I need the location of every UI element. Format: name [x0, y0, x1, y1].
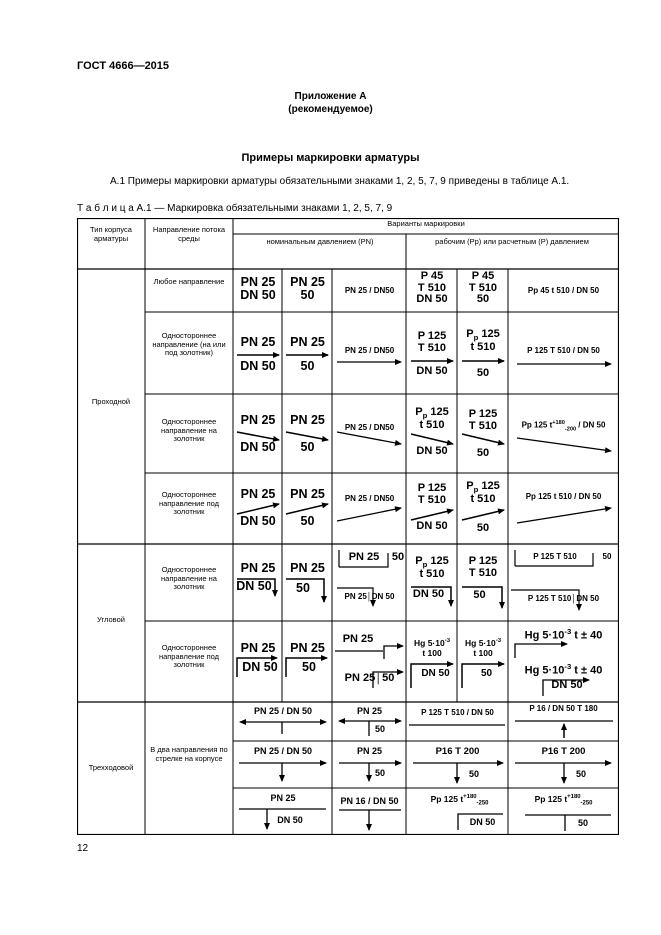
mark-r3-c3: PN 25 / DN50	[344, 423, 395, 432]
page-number: 12	[77, 843, 89, 854]
mark-r2-c3: PN 25 / DN50	[344, 346, 395, 355]
mark-r6-c6-dn: DN 50	[551, 680, 583, 691]
mark-r9-c1-top: PN 25	[270, 793, 296, 803]
mark-r2-c4-top: P 125 T 510	[417, 331, 447, 354]
flow-arrow	[517, 438, 611, 451]
mark-r9-c1-bot: DN 50	[277, 815, 303, 825]
standard-header: ГОСТ 4666—2015	[77, 60, 170, 72]
direction-one-way-on: Одностороннее направление на золотник	[161, 418, 217, 444]
mark-r5-c4-bot: DN 50	[412, 589, 445, 600]
mark-r4-c1-top: PN 25	[240, 488, 276, 501]
mark-r2-c1-bot: DN 50	[240, 360, 276, 373]
mark-r3-c6: Pp 125 $t^{+180}_{-200}$ / DN 50	[521, 420, 606, 433]
mark-r4-c3: PN 25 / DN50	[344, 494, 395, 503]
mark-r4-c4-top: P 125 T 510	[417, 483, 447, 506]
mark-r2-c2-bot: 50	[300, 360, 315, 373]
mark-r4-c6: Pp 125 t 510 / DN 50	[525, 492, 602, 501]
mark-r9-c4-bot: 50	[577, 818, 588, 828]
flow-arrow	[286, 432, 328, 440]
mark-r1-c1: PN 25 DN 50	[240, 276, 276, 303]
mark-r2-c2-top: PN 25	[290, 336, 325, 349]
mark-r3-c4-top: $P_p$ 125 t 510	[415, 407, 449, 432]
mark-r5-c3-top-b: 50	[391, 552, 405, 563]
direction-three-way: В два направления по стрелке на корпусе	[150, 746, 228, 763]
mark-r5-c2-top: PN 25	[290, 562, 325, 575]
mark-r5-c6-bot: P 125 T 510│DN 50	[527, 594, 600, 603]
header-nominal: номинальным давлением (PN)	[266, 238, 374, 246]
mark-r8-c2-bot: 50	[374, 768, 385, 778]
mark-r9-c3-top: Pp 125 $t^{+180}_{-250}$	[430, 794, 489, 807]
intro-paragraph: А.1 Примеры маркировки арматуры обязательными знаками 1, 2, 5, 7, 9 приведены в таблице А.1.	[110, 176, 570, 187]
appendix-note: (рекомендуемое)	[288, 104, 373, 115]
mark-r8-c1: PN 25 / DN 50	[253, 746, 313, 756]
mark-r9-c2-top: PN 16 / DN 50	[340, 796, 399, 806]
mark-r3-c4-bot: DN 50	[416, 446, 448, 457]
mark-r5-c1-top: PN 25	[240, 562, 276, 575]
mark-r9-c4-top: Pp 125 $t^{+180}_{-250}$	[534, 794, 593, 807]
mark-r7-c3: P 125 T 510 / DN 50	[421, 708, 494, 717]
mark-r2-c5-bot: 50	[476, 368, 490, 379]
mark-r6-c3-bot: PN 25│50	[344, 673, 395, 684]
mark-r5-c6-top-b: 50	[602, 552, 612, 561]
mark-r5-c3-top-a: PN 25	[348, 552, 380, 563]
mark-r8-c4-top: P16 T 200	[541, 746, 586, 757]
mark-r2-c5-top: $P_p$ 125 t 510	[466, 329, 500, 354]
mark-r5-c3-bot: PN 25│DN 50	[344, 592, 395, 601]
flow-arrow	[515, 644, 567, 658]
mark-r8-c3-top: P16 T 200	[435, 746, 480, 757]
direction-angle-under: Одностороннее направление под золотник	[158, 644, 220, 670]
flow-arrow	[237, 432, 279, 440]
body-type-three-way: Трехходовой	[88, 764, 134, 772]
mark-r8-c2-top: PN 25	[356, 746, 382, 756]
mark-r4-c2-top: PN 25	[290, 488, 325, 501]
mark-r3-c2-bot: 50	[300, 441, 315, 454]
marking-table	[77, 218, 619, 835]
mark-r5-c6-top-a: P 125 T 510	[533, 552, 577, 561]
mark-r7-c2-bot: 50	[374, 724, 385, 734]
mark-r3-c2-top: PN 25	[290, 414, 325, 427]
mark-r5-c2-bot: 50	[296, 582, 310, 595]
mark-r6-c1-bot: DN 50	[242, 661, 278, 674]
mark-r6-c6-top: Hg $5\cdot 10^{-3}$ t ± 40	[524, 628, 603, 642]
mark-r5-c4-top: $P_p$ 125 t 510	[415, 556, 449, 581]
mark-r3-c1-bot: DN 50	[240, 441, 276, 454]
header-flow-direction: Направление потока среды	[152, 225, 226, 243]
mark-r6-c6-bot: Hg $5\cdot 10^{-3}$ t ± 40	[524, 663, 603, 677]
mark-r3-c1-top: PN 25	[240, 414, 276, 427]
mark-r4-c2-bot: 50	[300, 515, 315, 528]
mark-r7-c2-top: PN 25	[356, 706, 382, 716]
section-title: Примеры маркировки арматуры	[241, 152, 420, 164]
mark-r8-c3-bot: 50	[468, 769, 479, 779]
mark-r9-c3-bot: DN 50	[469, 817, 496, 827]
mark-r1-c4: P 45 T 510 DN 50	[416, 271, 448, 306]
mark-r5-c1-bot: DN 50	[236, 580, 272, 593]
mark-r3-c5-top: P 125 T 510	[468, 409, 498, 432]
mark-r2-c4-bot: DN 50	[416, 366, 448, 377]
header-body-type: Тип корпуса арматуры	[90, 225, 132, 243]
mark-r6-c2-top: PN 25	[290, 642, 325, 655]
mark-r8-c4-bot: 50	[575, 769, 586, 779]
header-variants: Варианты маркировки	[387, 220, 465, 228]
mark-r2-c1-top: PN 25	[240, 336, 276, 349]
body-type-straight: Проходной	[91, 398, 131, 406]
mark-r5-c5-bot: 50	[473, 590, 486, 601]
mark-r2-c6: P 125 T 510 / DN 50	[527, 346, 600, 355]
mark-r4-c5-bot: 50	[476, 523, 490, 534]
flow-arrow	[337, 508, 401, 521]
flow-arrow	[286, 504, 328, 514]
mark-r6-c2-bot: 50	[302, 661, 316, 674]
flow-arrow	[237, 504, 279, 514]
mark-r3-c5-bot: 50	[476, 448, 490, 459]
mark-r4-c4-bot: DN 50	[416, 521, 448, 532]
mark-r1-c3: PN 25 / DN50	[344, 286, 395, 295]
mark-r5-c5-top: P 125 T 510	[468, 556, 498, 579]
direction-angle-on: Одностороннее направление на золотник	[161, 566, 217, 592]
mark-r6-c4-bot: DN 50	[421, 669, 450, 679]
mark-r4-c1-bot: DN 50	[240, 515, 276, 528]
direction-any: Любое направление	[153, 278, 225, 286]
table-caption: Т а б л и ц а А.1 — Маркировка обязательными знаками 1, 2, 5, 7, 9	[77, 203, 393, 214]
body-type-angle: Угловой	[97, 616, 125, 624]
flow-arrow	[517, 508, 611, 523]
mark-r1-c6: Pp 45 t 510 / DN 50	[527, 286, 600, 295]
direction-one-way: Одностороннее направление (на или под золотник)	[152, 332, 226, 358]
flow-arrow	[384, 646, 403, 659]
header-working: рабочим (Pр) или расчетным (P) давлением	[435, 238, 589, 246]
appendix-title: Приложение А	[294, 91, 367, 102]
mark-r7-c4: P 16 / DN 50 T 180	[529, 704, 598, 713]
mark-r7-c1: PN 25 / DN 50	[253, 706, 313, 716]
mark-r6-c4-top: Hg $5\cdot 10^{-3}$ t 100	[414, 638, 450, 658]
mark-r4-c5-top: $P_p$ 125 t 510	[466, 481, 500, 506]
mark-r1-c2: PN 25 50	[290, 276, 325, 303]
mark-r6-c5-top: Hg $5\cdot 10^{-3}$ t 100	[465, 638, 501, 658]
mark-r6-c1-top: PN 25	[240, 642, 276, 655]
mark-r1-c5: P 45 T 510 50	[468, 271, 498, 306]
mark-r6-c5-bot: 50	[480, 669, 493, 679]
direction-one-way-under: Одностороннее направление под золотник	[158, 491, 220, 517]
mark-r6-c3-top: PN 25	[342, 634, 374, 645]
